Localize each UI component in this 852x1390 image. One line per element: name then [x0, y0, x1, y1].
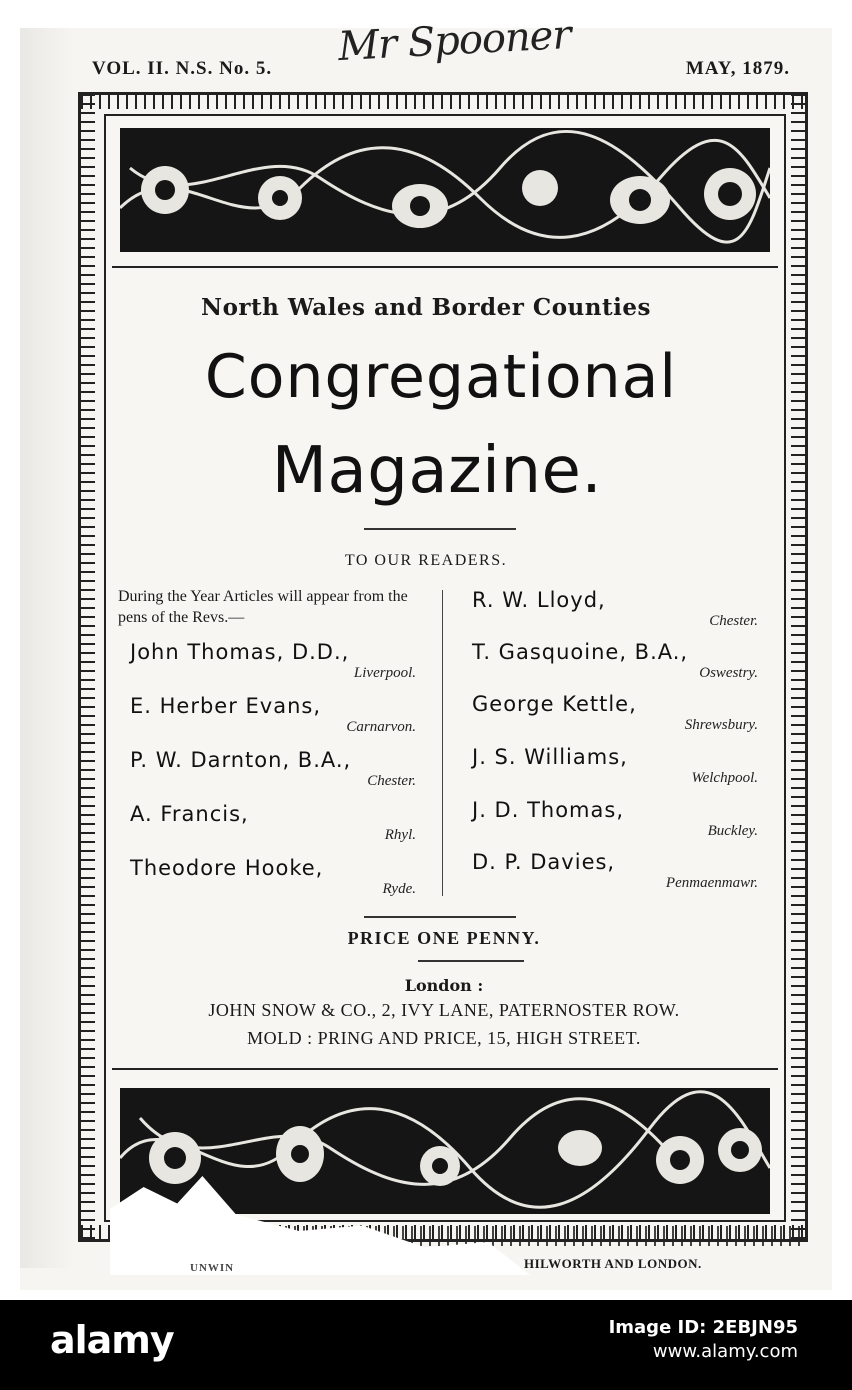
mold-line: MOLD : PRING AND PRICE, 15, HIGH STREET.	[247, 1028, 641, 1048]
top-ornament-banner	[120, 128, 770, 252]
masthead-region: North Wales and Border Counties	[201, 294, 651, 321]
contributor-name: J. D. Thomas,	[472, 798, 624, 822]
short-rule	[364, 528, 516, 530]
contributor-place: Ryde.	[382, 881, 416, 897]
contributor-name: D. P. Davies,	[472, 850, 616, 874]
contributor-place: Buckley.	[707, 823, 758, 839]
contributor-entry	[130, 640, 416, 682]
contributor-entry	[472, 692, 758, 734]
contributor-name: J. S. Williams,	[472, 745, 628, 769]
contributor-name: A. Francis,	[130, 802, 249, 826]
contributor-entry	[472, 850, 758, 892]
bottom-rule	[112, 1068, 778, 1070]
watermark-info	[609, 1316, 798, 1364]
contributor-entry	[472, 745, 758, 787]
printer-credit-left: UNWIN	[190, 1262, 235, 1274]
volume-number: VOL. II. N.S. No. 5.	[92, 58, 273, 79]
alamy-logo: alamy	[50, 1318, 174, 1362]
contributor-place: Rhyl.	[384, 827, 416, 843]
readers-heading: TO OUR READERS.	[344, 552, 508, 569]
short-rule	[364, 916, 516, 918]
contributor-name: P. W. Darnton, B.A.,	[130, 748, 352, 772]
contributor-place: Shrewsbury.	[684, 717, 758, 733]
publisher-line: JOHN SNOW & CO., 2, IVY LANE, PATERNOSTER ROW.	[208, 1000, 680, 1020]
watermark-site: www.alamy.com	[652, 1341, 798, 1362]
contributor-place: Liverpool.	[353, 665, 416, 681]
contributor-name: George Kettle,	[472, 692, 637, 716]
title-line-1: Congregational	[204, 342, 678, 412]
contributor-entry	[130, 856, 416, 898]
contributor-entry	[130, 694, 416, 736]
contributor-entry	[130, 748, 416, 790]
contributor-name: John Thomas, D.D.,	[130, 640, 350, 664]
london-label: London :	[404, 976, 484, 995]
printer-credit: HILWORTH AND LONDON.	[524, 1256, 702, 1271]
image-id: Image ID: 2EBJN95	[608, 1317, 798, 1338]
handwritten-signature: Mr Spooner	[336, 11, 572, 71]
contributor-entry	[472, 588, 758, 630]
short-rule	[418, 960, 524, 962]
top-rule	[112, 266, 778, 268]
contributor-place: Chester.	[709, 613, 758, 629]
contributor-entry	[472, 798, 758, 840]
contributor-entry	[472, 640, 758, 682]
contributor-place: Oswestry.	[699, 665, 758, 681]
contributor-name: E. Herber Evans,	[130, 694, 322, 718]
contributor-place: Welchpool.	[691, 770, 758, 786]
price-line: PRICE ONE PENNY.	[347, 928, 541, 948]
title-line-2: Magazine.	[271, 434, 603, 508]
contributor-name: Theodore Hooke,	[130, 856, 324, 880]
column-divider	[442, 590, 443, 896]
readers-intro: During the Year Articles will appear from the pens of the Revs.—	[118, 588, 408, 626]
contributor-name: R. W. Lloyd,	[472, 588, 606, 612]
scan-edge	[20, 28, 75, 1268]
contributor-place: Penmaenmawr.	[665, 875, 758, 891]
contributor-place: Carnarvon.	[346, 719, 416, 735]
contributor-name: T. Gasquoine, B.A.,	[472, 640, 689, 664]
contributor-entry	[130, 802, 416, 844]
contributor-place: Chester.	[367, 773, 416, 789]
issue-date: MAY, 1879.	[685, 58, 790, 79]
